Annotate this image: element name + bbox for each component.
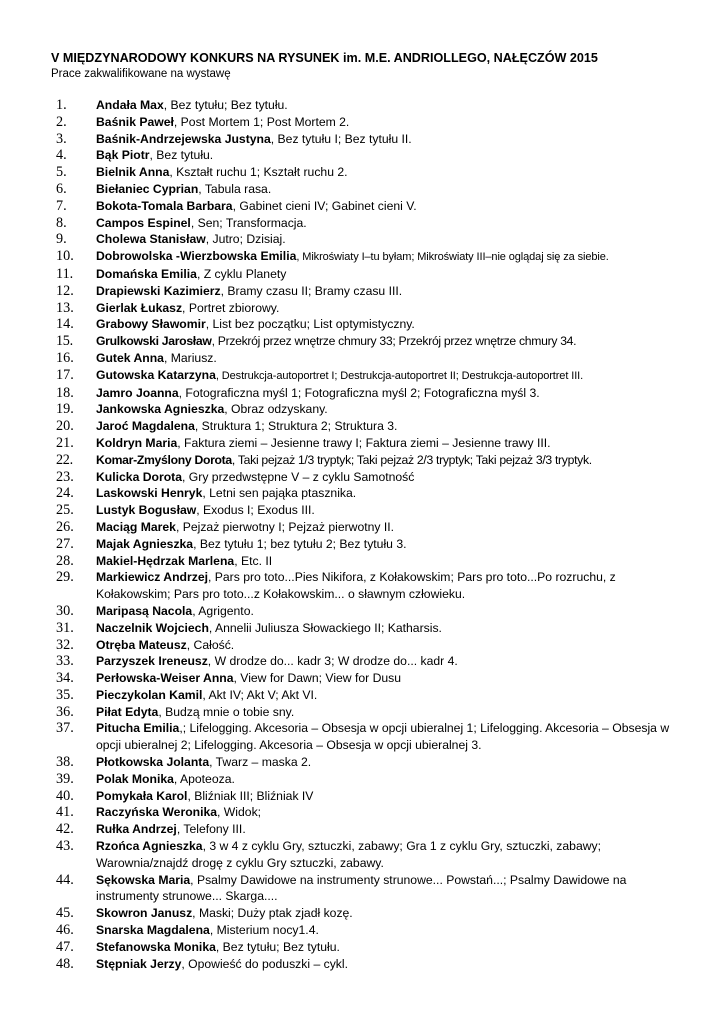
entry-works: , Portret zbiorowy. — [182, 300, 280, 315]
list-item — [0, 872, 724, 906]
entry-author: Jaroć Magdalena — [96, 419, 195, 434]
entry-works: , Bez tytułu; Bez tytułu. — [163, 98, 288, 112]
list-item — [0, 956, 724, 973]
entry-works: , Maski; Duży ptak zjadł kozę. — [192, 906, 353, 921]
entry-author: Sękowska Maria — [96, 872, 191, 887]
entry-author: Snarska Magdalena — [96, 923, 210, 938]
list-item — [0, 519, 724, 536]
entry-number: 25. — [56, 502, 74, 519]
entry-author: Płotkowska Jolanta — [96, 755, 210, 770]
list-item — [0, 603, 724, 620]
entry-number: 16. — [56, 349, 74, 366]
entry-number: 34. — [56, 670, 74, 687]
list-item — [0, 231, 724, 248]
list-item — [0, 720, 724, 754]
entry-number: 42. — [56, 821, 74, 838]
entry-works: , Taki pejzaż 1/3 tryptyk; Taki pejzaż 2/3 tryptyk; Taki pejzaż 3/3 tryptyk. — [231, 452, 592, 467]
entry-number: 40. — [56, 787, 74, 804]
list-item — [0, 553, 724, 570]
entry-author: Biełaniec Cyprian — [96, 181, 199, 196]
entry-works: , Akt IV; Akt V; Akt VI. — [202, 687, 318, 702]
entry-author: Majak Agnieszka — [96, 536, 194, 551]
list-item — [0, 283, 724, 300]
entry-number: 45. — [56, 905, 74, 922]
entry-author: Laskowski Henryk — [96, 486, 203, 501]
entry-works: ,; Lifelogging. Akcesoria – Obsesja w opcji ubieralnej 1; Lifelogging. Akcesoria – Obsesja w opcji ubieralnej 2; Lifelogging. Akcesoria – Obsesja w opcji ubieralnej 3. — [96, 721, 670, 753]
entry-author: Pomykała Karol — [96, 788, 188, 803]
entry-author: Grabowy Sławomir — [96, 317, 206, 332]
entry-author: Baśnik Paweł — [96, 114, 174, 129]
entry-number: 27. — [56, 535, 74, 552]
entry-author: Jankowska Agnieszka — [96, 402, 225, 417]
list-item — [0, 502, 724, 519]
entry-works: , Bliźniak III; Bliźniak IV — [187, 788, 314, 803]
list-item — [0, 569, 724, 603]
entry-works: , Annelii Juliusza Słowackiego II; Katharsis. — [208, 620, 442, 635]
list-item — [0, 905, 724, 922]
entry-author: Domańska Emilia — [96, 266, 197, 281]
list-item — [0, 198, 724, 215]
entry-number: 2. — [56, 113, 67, 130]
entry-number: 23. — [56, 468, 74, 485]
list-item — [0, 215, 724, 232]
entry-works: , Pejzaż pierwotny I; Pejzaż pierwotny II. — [175, 519, 395, 534]
entry-number: 15. — [56, 333, 73, 350]
entry-works: , Przekrój przez wnętrze chmury 33; Przekrój przez wnętrze chmury 34. — [211, 334, 577, 349]
entry-author: Maripasą Nacola — [96, 603, 193, 618]
entry-works: , Struktura 1; Struktura 2; Struktura 3. — [194, 419, 398, 434]
entry-author: Polak Monika — [96, 771, 174, 786]
entry-author: Markiewicz Andrzej — [96, 570, 208, 585]
entry-author: Kulicka Dorota — [96, 469, 183, 484]
entry-number: 26. — [56, 518, 74, 535]
entry-works: , Jutro; Dzisiaj. — [205, 232, 286, 247]
entry-number: 3. — [56, 130, 67, 147]
entry-author: Skowron Janusz — [96, 906, 193, 921]
entry-author: Campos Espinel — [96, 215, 191, 230]
document-title: V MIĘDZYNARODOWY KONKURS NA RYSUNEK im. M.E. ANDRIOLLEGO, NAŁĘCZÓW 2015 — [51, 51, 598, 65]
list-item — [0, 670, 724, 687]
entry-works: , Mikroświaty I–tu byłam; Mikroświaty III–nie oglądaj się za siebie. — [296, 251, 609, 264]
list-item — [0, 485, 724, 502]
list-item — [0, 653, 724, 670]
entry-number: 35. — [56, 686, 74, 703]
entry-author: Pitucha Emilia — [96, 721, 180, 736]
entry-number: 4. — [56, 147, 67, 164]
entry-number: 17. — [56, 366, 74, 383]
entry-number: 29. — [56, 569, 74, 586]
list-item — [0, 350, 724, 367]
entry-number: 10. — [56, 248, 74, 265]
list-item — [0, 922, 724, 939]
entry-author: Andała Max — [96, 98, 164, 112]
entry-author: Rzońca Agnieszka — [96, 839, 203, 854]
entry-author: Raczyńska Weronika — [96, 805, 218, 820]
entry-author: Bąk Piotr — [96, 148, 150, 163]
list-item — [0, 418, 724, 435]
entry-number: 20. — [56, 418, 74, 435]
list-item — [0, 754, 724, 771]
entry-works: , Etc. II — [234, 553, 273, 568]
entry-number: 41. — [56, 804, 74, 821]
entry-number: 31. — [56, 619, 74, 636]
entry-works: , Bez tytułu I; Bez tytułu II. — [270, 131, 412, 146]
list-item — [0, 97, 724, 114]
entry-number: 6. — [56, 180, 67, 197]
entry-number: 13. — [56, 299, 74, 316]
list-item — [0, 385, 724, 402]
list-item — [0, 316, 724, 333]
entry-works: , Tabula rasa. — [198, 181, 272, 196]
entry-number: 12. — [56, 282, 74, 299]
entry-number: 48. — [56, 955, 74, 972]
entry-number: 37. — [56, 720, 74, 737]
entry-number: 18. — [56, 384, 74, 401]
entry-works: , Twarz – maska 2. — [209, 755, 312, 770]
entry-number: 47. — [56, 938, 74, 955]
list-item — [0, 469, 724, 486]
entry-works: , Obraz odzyskany. — [224, 402, 328, 417]
entry-number: 19. — [56, 401, 74, 418]
list-item — [0, 838, 724, 872]
entry-works: , Kształt ruchu 1; Kształt ruchu 2. — [169, 165, 348, 180]
entry-works: , Misterium nocy1.4. — [209, 923, 319, 938]
document-subtitle: Prace zakwalifikowane na wystawę — [51, 68, 231, 80]
entry-works: , Post Mortem 1; Post Mortem 2. — [173, 114, 350, 129]
entry-number: 22. — [56, 451, 73, 468]
entry-number: 9. — [56, 231, 67, 248]
entry-author: Rułka Andrzej — [96, 822, 177, 837]
list-item — [0, 771, 724, 788]
list-item — [0, 536, 724, 553]
list-item — [0, 788, 724, 805]
entry-author: Grulkowski Jarosław — [96, 334, 212, 349]
entry-works: , Bez tytułu; Bez tytułu. — [215, 939, 340, 954]
entry-author: Bokota-Tomala Barbara — [96, 198, 233, 213]
entry-number: 46. — [56, 922, 74, 939]
entry-works: , Budzą mnie o tobie sny. — [158, 704, 295, 719]
list-item — [0, 620, 724, 637]
list-item — [0, 333, 724, 350]
entry-author: Makiel-Hędrzak Marlena — [96, 553, 235, 568]
list-item — [0, 452, 724, 469]
entry-author: Otręba Mateusz — [96, 637, 187, 652]
entry-number: 24. — [56, 485, 74, 502]
entry-works: , Całość. — [186, 637, 235, 652]
entry-number: 44. — [56, 871, 74, 888]
list-item — [0, 704, 724, 721]
entry-works: , Bez tytułu 1; bez tytułu 2; Bez tytułu 3. — [193, 536, 407, 551]
entry-number: 1. — [56, 97, 67, 113]
list-item — [0, 114, 724, 131]
entry-works: , Agrigento. — [192, 603, 254, 618]
entry-works: , Widok; — [217, 805, 262, 820]
entry-author: Maciąg Marek — [96, 519, 176, 534]
entry-author: Cholewa Stanisław — [96, 232, 206, 247]
entry-author: Komar-Zmyślony Dorota — [96, 452, 232, 467]
entry-works: , View for Dawn; View for Dusu — [233, 671, 402, 686]
list-item — [0, 939, 724, 956]
entry-works: , Letni sen pająka ptasznika. — [202, 486, 357, 501]
entry-number: 7. — [56, 197, 67, 214]
entry-works: , Exodus I; Exodus III. — [196, 503, 315, 518]
entry-number: 8. — [56, 214, 67, 231]
entry-author: Piłat Edyta — [96, 704, 159, 719]
entry-works: , Bez tytułu. — [149, 148, 214, 163]
entry-works: , Opowieść do poduszki – cykl. — [181, 956, 348, 971]
entry-works: , Fotograficzna myśl 1; Fotograficzna myśl 2; Fotograficzna myśl 3. — [178, 385, 540, 400]
entry-author: Pieczykolan Kamil — [96, 687, 203, 702]
entry-author: Dobrowolska -Wierzbowska Emilia — [96, 249, 297, 264]
entry-author: Drapiewski Kazimierz — [96, 283, 221, 298]
list-item — [0, 401, 724, 418]
entry-author: Bielnik Anna — [96, 165, 170, 180]
list-item — [0, 821, 724, 838]
entry-works: , Pars pro toto...Pies Nikifora, z Kołakowskim; Pars pro toto...Po rozruchu, z Kołakowskim; Pars pro toto...z Kołakowskim... o sławnym człowieku. — [96, 570, 616, 602]
entry-author: Gutowska Katarzyna — [96, 367, 216, 382]
entry-author: Gierlak Łukasz — [96, 300, 183, 315]
list-item — [0, 181, 724, 198]
entry-number: 33. — [56, 653, 74, 670]
entry-number: 5. — [56, 164, 67, 181]
entry-author: Jamro Joanna — [96, 385, 179, 400]
entry-author: Lustyk Bogusław — [96, 503, 197, 518]
entry-works: , Apoteoza. — [173, 771, 235, 786]
entry-author: Koldryn Maria — [96, 435, 178, 450]
entry-number: 21. — [56, 434, 74, 451]
entry-number: 38. — [56, 754, 74, 771]
list-item — [0, 804, 724, 821]
list-item — [0, 164, 724, 181]
list-item — [0, 248, 724, 266]
list-item — [0, 435, 724, 452]
list-item — [0, 266, 724, 283]
entry-author: Perłowska-Weiser Anna — [96, 671, 234, 686]
entry-number: 32. — [56, 636, 74, 653]
entry-works: , Mariusz. — [163, 350, 217, 365]
entry-number: 36. — [56, 703, 74, 720]
list-item — [0, 367, 724, 385]
entry-author: Baśnik-Andrzejewska Justyna — [96, 131, 271, 146]
entry-works: , Bramy czasu II; Bramy czasu III. — [220, 283, 403, 298]
entry-number: 39. — [56, 770, 74, 787]
entry-works: , Gry przedwstępne V – z cyklu Samotność — [182, 469, 415, 484]
list-item — [0, 637, 724, 654]
entry-works: , Gabinet cieni IV; Gabinet cieni V. — [232, 198, 417, 213]
entry-works: , Telefony III. — [176, 822, 246, 837]
entry-works: , Sen; Transformacja. — [190, 215, 307, 230]
list-item — [0, 300, 724, 317]
entry-works: , Z cyklu Planety — [196, 266, 287, 281]
entry-number: 28. — [56, 552, 74, 569]
entry-author: Stefanowska Monika — [96, 939, 216, 954]
list-item — [0, 131, 724, 148]
entry-author: Parzyszek Ireneusz — [96, 654, 208, 669]
entry-author: Stępniak Jerzy — [96, 956, 182, 971]
entry-works: , Psalmy Dawidowe na instrumenty strunowe... Powstań...; Psalmy Dawidowe na instrumenty strunowe... Skarga.... — [96, 872, 627, 904]
entry-works: , Faktura ziemi – Jesienne trawy I; Faktura ziemi – Jesienne trawy III. — [177, 435, 551, 450]
entry-works: , Destrukcja-autoportret I; Destrukcja-autoportret II; Destrukcja-autoportret III. — [215, 369, 584, 382]
entry-author: Naczelnik Wojciech — [96, 620, 209, 635]
entry-works: , 3 w 4 z cyklu Gry, sztuczki, zabawy; Gra 1 z cyklu Gry, sztuczki, zabawy; Warownia/znajdź drogę z cyklu Gry sztuczki, zabawy. — [96, 839, 602, 870]
list-item — [0, 147, 724, 164]
entries-list — [0, 97, 724, 972]
list-item — [0, 687, 724, 704]
entry-works: , List bez początku; List optymistyczny. — [205, 317, 415, 332]
entry-author: Gutek Anna — [96, 350, 164, 365]
entry-number: 14. — [56, 316, 74, 333]
entry-number: 43. — [56, 838, 74, 855]
entry-works: , W drodze do... kadr 3; W drodze do... kadr 4. — [207, 654, 458, 669]
entry-number: 30. — [56, 602, 74, 619]
entry-number: 11. — [56, 265, 74, 282]
